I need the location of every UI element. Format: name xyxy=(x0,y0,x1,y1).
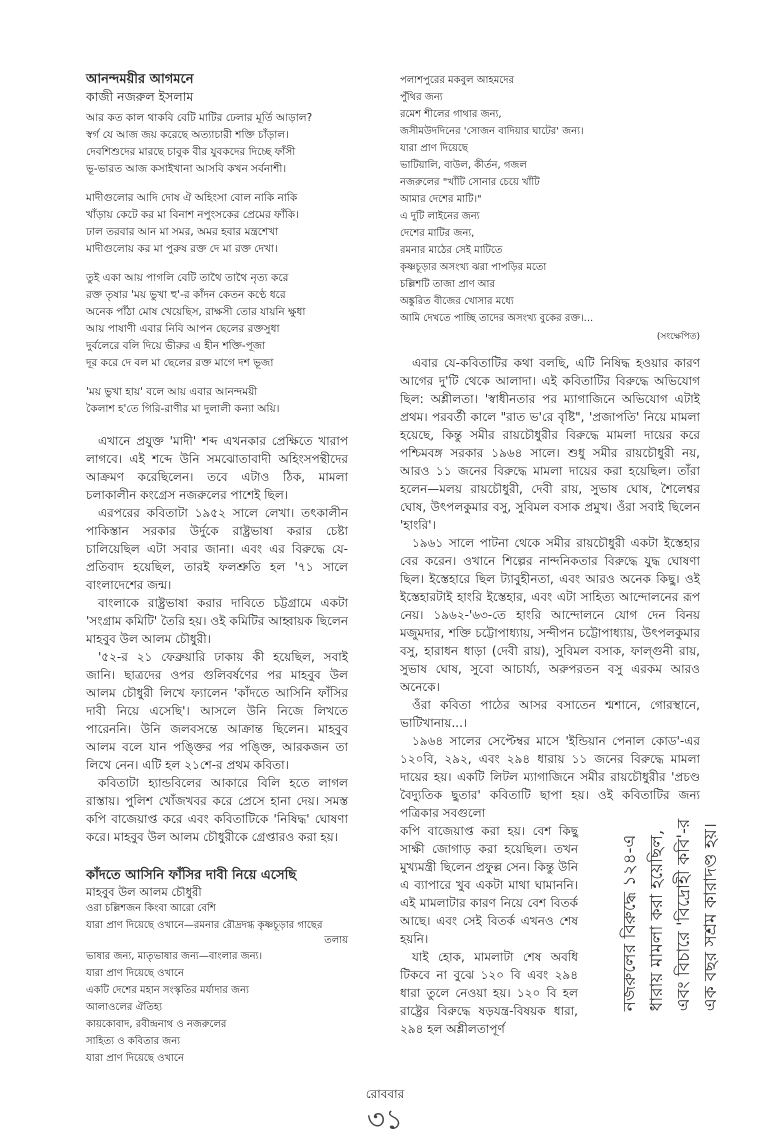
paragraph: যাই হোক, মামলাটা শেষ অবধি টিকবে না বুঝে ১২০ বি এবং ২৯৪ ধারা তুলে নেওয়া হয়। ১২০ বি হল রাষ্ট্রের বিরুদ্ধে ষড়যন্ত্র-বিষয়ক ধারা, ২৯৪ হল অশ্লীলতাপূর্ণ xyxy=(400,950,578,1036)
poem-line: খাঁড়ায় কেটে কর মা বিনাশ নপুংসকের প্রেমের ফাঁকি। xyxy=(86,209,299,221)
right-article-text-narrow xyxy=(400,822,578,1038)
poem-line: যারা প্রাণ দিয়েছে xyxy=(400,143,468,154)
pull-quote-line: এবং বিচারে 'বিদ্রোহী কবি'-র xyxy=(674,818,694,1012)
poem-line: ঢাল তরবার আন মা সমর, অমর হবার মন্ত্রশেখা xyxy=(86,226,279,238)
poem-line: দূর করে দে বল মা ছেলের রক্ত মাগে দশ ভূজা xyxy=(86,357,274,369)
poem-line: পুঁথির জন্য xyxy=(400,92,443,103)
poem-line: যারা প্রাণ দিয়েছে ওখানে xyxy=(86,968,184,979)
poem-1-stanza xyxy=(86,190,348,258)
paragraph: এরপরের কবিতাটা ১৯৫২ সালে লেখা। তৎকালীন পাকিস্তান সরকার উর্দুকে রাষ্ট্রভাষা করার চেষ্টা চালিয়েছিল এটা সবার জানা। এবং এর বিরুদ্ধে যে-প্রতিবাদ হয়েছিল, তারই ফলশ্রুতি হল '৭১ সালে বাংলাদেশের জন্ম। xyxy=(86,506,348,592)
poem-line: কৈলাশ হ'তে গিরি-রাণীর মা দুলালী কন্যা অয়ি। xyxy=(86,403,280,415)
poem-line: পলাশপুরের মকবুল আহমদের xyxy=(400,75,515,86)
pull-quote-line: এক বছর সশ্রম কারাদণ্ড হয়। xyxy=(701,823,721,1012)
poem-1-stanza xyxy=(86,384,348,418)
poem-line: 'ময় ভুখা হায়' বলে আয় এবার আনন্দময়ী xyxy=(86,386,258,398)
left-column xyxy=(86,72,348,1067)
pull-quote xyxy=(586,765,756,1065)
poem-line: দুর্বলেরে বলি দিয়ে ভীরুর এ হীন শক্তি-পূজা xyxy=(86,340,266,352)
paragraph: '৫২-র ২১ ফেব্রুয়ারি ঢাকায় কী হয়েছিল, সবাই জানি। ছাত্রদের ওপর গুলিবর্ষণের পর মাহবুব উল আলম চৌধুরী লিখে ফ্যালেন 'কাঁদতে আসিনি ফাঁসির দাবী নিয়ে এসেছি'। আসলে উনি নিজে লিখতে পারেননি। উনি জলবসন্তে আক্রান্ত ছিলেন। মাহবুব আলম বলে যান পঙ্ক্তির পর পঙ্ক্তি, আরকজন তা লিখে নেন। এটি হল ২১শে-র প্রথম কবিতা। xyxy=(86,650,348,772)
poem-line: তলায় xyxy=(324,935,348,946)
magazine-name: রোববার xyxy=(365,1087,405,1101)
poem-1-author: কাজী নজরুল ইসলাম xyxy=(86,89,194,104)
poem-line: দেবশিশুদের মারছে চাবুক বীর যুবকদের দিচ্ছে ফাঁসী xyxy=(86,146,296,158)
right-article-text xyxy=(400,354,700,822)
poem-line: মাদীগুলোয় কর মা পুরুষ রক্ত দে মা রক্ত দেখা। xyxy=(86,243,278,255)
poem-1-title: আনন্দময়ীর আগমনে xyxy=(86,72,194,87)
poem-line: আলাওলের ঐতিহ্য xyxy=(86,1002,163,1013)
poem-line: ভাটিয়ালি, বাউল, কীর্তন, গজল xyxy=(400,160,527,171)
left-article-text xyxy=(86,432,348,846)
poem-line: রক্ত তৃষার 'ময় ভুখা হু'-র কাঁদন কেতন কণ্ঠে ধরে xyxy=(86,289,286,301)
poem-line: অঙ্কুরিত বীজের খোসার মধ্যে xyxy=(400,296,514,307)
poem-line: আর কত কাল থাকবি বেটি মাটির ঢেলার মূর্তি আড়াল? xyxy=(86,112,313,124)
poem-line: নজরুলের "খাঁটি সোনার চেয়ে খাঁটি xyxy=(400,177,540,188)
paragraph: ওঁরা কবিতা পাঠের আসর বসাতেন শ্মশানে, গোরস্থানে, ভাটিখানায়...। xyxy=(400,698,700,730)
poem-line: সাহিত্য ও কবিতার জন্য xyxy=(86,1036,181,1047)
poem-line: ভাষার জন্য, মাতৃভাষার জন্য—বাংলার জন্য। xyxy=(86,951,263,962)
pull-quote-line: ধারায় মামলা করা হয়েছিল, xyxy=(647,829,667,1012)
abridged-note: (সংক্ষেপিত) xyxy=(656,332,700,342)
poem-line: চল্লিশটি তাজা প্রাণ আর xyxy=(400,279,495,290)
poem-line: আমার দেশের মাটি।" xyxy=(400,194,482,205)
poem-line: একটি দেশের মহান সংস্কৃতির মর্যাদার জন্য xyxy=(86,985,249,996)
poem-line: দেশের মাটির জন্য, xyxy=(400,228,475,239)
poem-line: ওরা চল্লিশজন কিংবা আরো বেশি xyxy=(86,903,216,914)
pull-quote-text xyxy=(617,819,725,1011)
poem-2-continued xyxy=(400,72,700,344)
pull-quote-line: নজরুলের বিরুদ্ধে ১২৪-এ xyxy=(620,834,640,1012)
poem-line: এ দুটি লাইনের জন্য xyxy=(400,211,480,222)
poem-line: কায়কোবাদ, রবীন্দ্রনাথ ও নজরুলের xyxy=(86,1019,227,1030)
poem-2 xyxy=(86,868,348,1067)
paragraph: বাংলাকে রাষ্ট্রভাষা করার দাবিতে চট্টগ্রামে একটা 'সংগ্রাম কমিটি' তৈরি হয়। ওই কমিটির আহ্বায়ক ছিলেন মাহবুব উল আলম চৌধুরী। xyxy=(86,596,348,646)
poem-1 xyxy=(86,72,348,418)
paragraph: ১৯৬৪ সালের সেপ্টেম্বর মাসে 'ইন্ডিয়ান পেনাল কোড'-এর ১২০বি, ২৯২, এবং ২৯৪ ধারায় ১১ জনের বিরুদ্ধে মামলা দায়ের হয়। একটি লিটল ম্যাগাজিনে সমীর রায়চৌধুরীর 'প্রচণ্ড বৈদ্যুতিক ছুতার' কবিতাটি ছাপা হয়। ওই কবিতাটির জন্য পত্রিকার সবগুলো xyxy=(400,734,700,820)
page-number: ৩১ xyxy=(366,1103,404,1136)
paragraph: এবার যে-কবিতাটির কথা বলছি, এটি নিষিদ্ধ হওয়ার কারণ আগের দু'টি থেকে আলাদা। এই কবিতাটির বিরুদ্ধে অভিযোগ ছিল: অশ্লীলতা। 'স্বাধীনতার পর ম্যাগাজিনে অভিযোগ এটাই প্রথম। পরবর্তী কালে "রাত ভ'রে বৃষ্টি", 'প্রজাপতি' নিয়ে মামলা হয়েছে, কিন্তু সমীর রায়চৌধুরীর বিরুদ্ধে মামলা দায়ের করে পশ্চিমবঙ্গ সরকার ১৯৬৪ সালে। শুধু সমীর রায়চৌধুরী নয়, আরও ১১ জনের বিরুদ্ধে মামলা দায়ের করা হয়েছিল। তাঁরা হলেন—মলয় রায়চৌধুরী, দেবী রায়, সুভাষ ঘোষ, শৈলেশ্বর ঘোষ, উৎপলকুমার বসু, সুবিমল বসাক প্রমুখ। ওঁরা সবাই ছিলেন 'হাংরি'। xyxy=(400,356,700,532)
poem-1-stanza xyxy=(86,110,348,178)
paragraph: কবিতাটা হ্যান্ডবিলের আকারে বিলি হতে লাগল রাস্তায়। পুলিশ খোঁজখবর করে প্রেসে হানা দেয়। সমস্ত কপি বাজেয়াপ্ত করে এবং কবিতাটিকে 'নিষিদ্ধ' ঘোষণা করে। মাহবুব উল আলম চৌধুরীকে গ্রেপ্তারও করা হয়। xyxy=(86,776,348,844)
poem-line: তুই একা আয় পাগলি বেটি তাথৈ তাথৈ নৃত্য করে xyxy=(86,272,289,284)
poem-line: ভূ-ভারত আজ কসাইখানা আসবি কখন সর্বনাশী। xyxy=(86,163,287,175)
poem-line: আমি দেখতে পাচ্ছি তাদের অসংখ্য বুকের রক্ত।... xyxy=(400,313,594,324)
poem-line: আয় পাষাণী এবার নিবি আপন ছেলের রক্তসুধা xyxy=(86,323,280,335)
paragraph: ১৯৬১ সালে পাটনা থেকে সমীর রায়চৌধুরী একটা ইস্তেহার বের করেন। ওখানে শিল্পের নান্দনিকতার বিরুদ্ধে যুদ্ধ ঘোষণা ছিল। ইস্তেহারে ছিল ট্যাবুহীনতা, এবং আরও অনেক কিছু। ওই ইস্তেহারটাই হাংরি ইস্তেহার, এবং এটা সাহিত্য আন্দোলনের রূপ নেয়। ১৯৬২-'৬৩-তে হাংরি আন্দোলনে যোগ দেন বিনয় মজুমদার, শক্তি চট্টোপাধ্যায়, সন্দীপন চট্টোপাধ্যায়, উৎপলকুমার বসু, হারাধন ধাড়া (দেবী রায়), সুবিমল বসাক, ফাল্গুনী রায়, সুভাষ ঘোষ, সুবো আচার্য্য, অরুপরতন বসু এরকম আরও অনেকে। xyxy=(400,536,700,694)
poem-line: জসীমউদদিনের 'সোজন বাদিয়ার ঘাটের' জন্য। xyxy=(400,126,584,137)
poem-line: অনেক পাঁঠা মোষ খেয়েছিস, রাক্ষসী তোর যায়নি ক্ষুধা xyxy=(86,306,306,318)
paragraph: কপি বাজেয়াপ্ত করা হয়। বেশ কিছু সাক্ষী জোগাড় করা হয়েছিল। তখন মুখ্যমন্ত্রী ছিলেন প্রফুল্ল সেন। কিন্তু উনি এ ব্যাপারে খুব একটা মাথা ঘামাননি। এই মামলাটার কারণ নিয়ে বেশ বিতর্ক আছে। এবং সেই বিতর্ক এখনও শেষ হয়নি। xyxy=(400,824,578,946)
poem-line: কৃষ্ণচূড়ার অসংখ্য ঝরা পাপড়ির মতো xyxy=(400,262,547,273)
poem-2-title: কাঁদতে আসিনি ফাঁসির দাবী নিয়ে এসেছি xyxy=(86,868,297,883)
poem-line: রমনার মাঠের সেই মাটিতে xyxy=(400,245,503,256)
poem-2-author: মাহবুব উল আলম চৌধুরী xyxy=(86,885,202,899)
poem-1-stanza xyxy=(86,270,348,372)
poem-line: যারা প্রাণ দিয়েছে ওখানে xyxy=(86,1053,184,1064)
poem-line: মাদীগুলোর আদি দোষ ঐ অহিংসা বোল নাকি নাকি xyxy=(86,192,298,204)
poem-line: যারা প্রাণ দিয়েছে ওখানে—রমনার রৌদ্রদগ্ধ কৃষ্ণচূড়ার গাছের xyxy=(86,920,323,931)
poem-line: রমেশ শীলের গাথার জন্য, xyxy=(400,109,502,120)
poem-line: স্বর্গ যে আজ জয় করেছে অত্যাচারী শক্তি চাঁড়াল। xyxy=(86,129,289,141)
paragraph: এখানে প্রযুক্ত 'মাদী' শব্দ এখনকার প্রেক্ষিতে খারাপ লাগবে। এই শব্দে উনি সমঝোতাবাদী অহিংসপন্থীদের আক্রমণ করেছিলেন। তবে এটাও ঠিক, মামলা চলাকালীন কংগ্রেস নজরুলের পাশেই ছিল। xyxy=(86,434,348,502)
